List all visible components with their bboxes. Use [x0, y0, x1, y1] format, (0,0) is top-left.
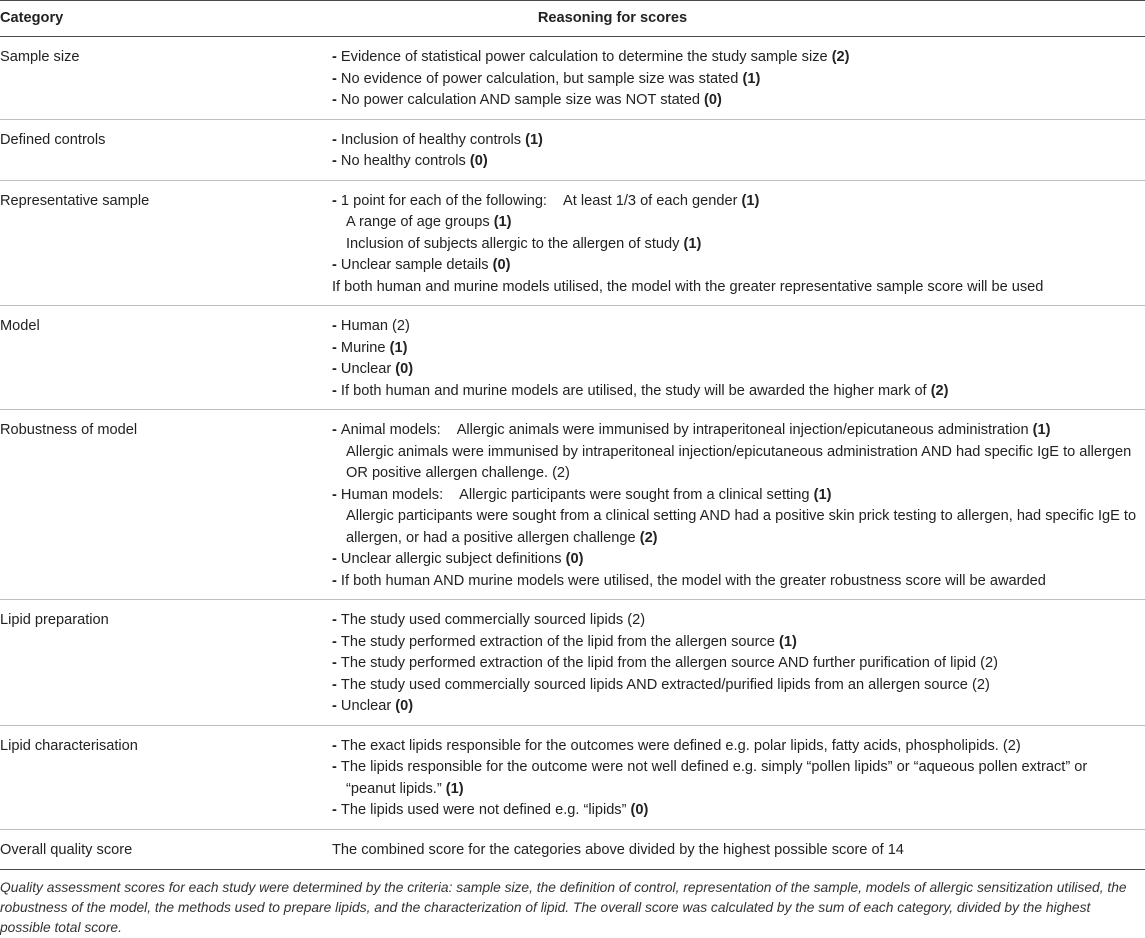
- reasoning-cell: [330, 725, 1145, 829]
- reasoning-text: If both human and murine models are utilised, the study will be awarded the higher mark of: [340, 382, 927, 399]
- score-value: (0): [565, 551, 584, 567]
- reasoning-line: [332, 757, 1145, 779]
- reasoning-line: [332, 234, 1145, 256]
- reasoning-line: [332, 528, 1145, 550]
- reasoning-cell: [330, 180, 1145, 306]
- bullet-dash: -: [332, 257, 341, 273]
- reasoning-cell: [330, 600, 1145, 726]
- score-value: (0): [395, 361, 414, 377]
- bullet-dash: -: [332, 698, 341, 714]
- reasoning-text: Evidence of statistical power calculation to determine the study sample size: [340, 49, 828, 65]
- reasoning-text: If both human AND murine models were utilised, the model with the greater robustness score will be awarded: [340, 572, 1046, 589]
- reasoning-line: [332, 316, 1145, 338]
- reasoning-line: [332, 130, 1145, 152]
- score-value: (2): [627, 612, 646, 628]
- reasoning-text: Inclusion of healthy controls: [340, 131, 522, 148]
- reasoning-subtext: Allergic participants were sought from a clinical setting: [459, 486, 810, 503]
- reasoning-text: Murine: [340, 339, 386, 356]
- category-cell: Representative sample: [0, 180, 330, 306]
- reasoning-subtext: Allergic animals were immunised by intraperitoneal injection/epicutaneous administration: [456, 422, 1029, 438]
- table-row: [0, 306, 1145, 410]
- score-value: (2): [930, 382, 949, 399]
- table-row: [0, 410, 1145, 600]
- reasoning-line: [332, 800, 1145, 822]
- reasoning-text: If both human and murine models utilised, the model with the greater representative sample score will be used: [332, 278, 1044, 295]
- score-value: (1): [742, 70, 761, 87]
- bullet-dash: -: [332, 737, 341, 754]
- bullet-dash: -: [332, 49, 341, 65]
- reasoning-line: [332, 571, 1145, 593]
- score-value: (2): [980, 655, 998, 671]
- header-category: Category: [0, 1, 330, 37]
- reasoning-line: [332, 191, 1145, 213]
- reasoning-cell: [330, 119, 1145, 180]
- score-value: (1): [813, 486, 832, 503]
- bullet-dash: -: [332, 802, 341, 818]
- reasoning-text: The study performed extraction of the lipid from the allergen source: [340, 633, 775, 650]
- reasoning-line: [332, 610, 1145, 632]
- bullet-dash: -: [332, 612, 341, 628]
- reasoning-text: The lipids used were not defined e.g. “lipids”: [340, 802, 627, 818]
- reasoning-line: [332, 653, 1145, 675]
- reasoning-text: Unclear sample details: [340, 257, 489, 273]
- score-value: (2): [552, 465, 570, 481]
- reasoning-text: The study used commercially sourced lipids: [340, 612, 624, 628]
- reasoning-text: The study performed extraction of the lipid from the allergen source AND further purification of lipid: [340, 655, 977, 671]
- category-cell: Defined controls: [0, 119, 330, 180]
- reasoning-text: “peanut lipids.”: [346, 780, 442, 797]
- reasoning-line: [332, 632, 1145, 654]
- score-value: (1): [445, 780, 464, 797]
- reasoning-text: The lipids responsible for the outcome were not well defined e.g. simply “pollen lipids” or “aqueous pollen extract” or: [340, 759, 1088, 775]
- reasoning-subtext: At least 1/3 of each gender: [563, 192, 738, 209]
- reasoning-line: [332, 381, 1145, 403]
- table-body: [0, 37, 1145, 870]
- table-footnote: Quality assessment scores for each study were determined by the criteria: sample size, the definition of control, representation of the sample, models of allergic sensitization utilised, the robustness of the model, the methods used to prepare lipids, and the characterization of lipid. The overall score was calculated by the sum of each category, divided by the highest possible total score.: [0, 880, 1127, 935]
- reasoning-text: The combined score for the categories above divided by the highest possible score of 14: [332, 841, 904, 858]
- category-cell: Lipid characterisation: [0, 725, 330, 829]
- reasoning-line: [332, 420, 1145, 442]
- reasoning-line: [332, 255, 1145, 277]
- bullet-dash: -: [332, 633, 341, 650]
- reasoning-line: [332, 506, 1145, 528]
- table-row: [0, 37, 1145, 120]
- reasoning-text: allergen, or had a positive allergen challenge: [346, 529, 636, 546]
- reasoning-line: [332, 779, 1145, 801]
- bullet-dash: -: [332, 422, 341, 438]
- reasoning-text: Animal models:: [340, 422, 441, 438]
- reasoning-line: [332, 69, 1145, 91]
- bullet-dash: -: [332, 759, 341, 775]
- bullet-dash: -: [332, 655, 341, 671]
- bullet-dash: -: [332, 551, 341, 567]
- score-value: (0): [492, 257, 511, 273]
- score-value: (1): [525, 131, 543, 148]
- table-row: [0, 725, 1145, 829]
- reasoning-line: [332, 675, 1145, 697]
- reasoning-text: A range of age groups: [346, 214, 490, 230]
- reasoning-cell: [330, 37, 1145, 120]
- score-value: (1): [389, 339, 408, 356]
- reasoning-line: [332, 212, 1145, 234]
- reasoning-text: 1 point for each of the following:: [340, 192, 547, 209]
- reasoning-line: [332, 90, 1145, 112]
- bullet-dash: -: [332, 382, 341, 399]
- reasoning-line: [332, 549, 1145, 571]
- score-value: (0): [704, 92, 722, 108]
- reasoning-text: The study used commercially sourced lipids AND extracted/purified lipids from an allergen source: [340, 676, 968, 693]
- score-value: (1): [741, 192, 760, 209]
- reasoning-line: [332, 359, 1145, 381]
- reasoning-text: Unclear allergic subject definitions: [340, 551, 562, 567]
- reasoning-line: [332, 485, 1145, 507]
- score-value: (2): [392, 318, 410, 334]
- table-row: [0, 119, 1145, 180]
- bullet-dash: -: [332, 339, 341, 356]
- score-value: (1): [683, 235, 702, 252]
- table-row: [0, 600, 1145, 726]
- reasoning-text: Inclusion of subjects allergic to the allergen of study: [346, 235, 680, 252]
- score-value: (2): [1002, 737, 1021, 754]
- bullet-dash: -: [332, 318, 341, 334]
- reasoning-line: [332, 736, 1145, 758]
- category-cell: Sample size: [0, 37, 330, 120]
- reasoning-line: [332, 338, 1145, 360]
- reasoning-cell: [330, 410, 1145, 600]
- score-value: (0): [630, 802, 649, 818]
- reasoning-text: Unclear: [340, 698, 392, 714]
- category-cell: Overall quality score: [0, 829, 330, 870]
- reasoning-line: [332, 840, 1145, 862]
- category-cell: Robustness of model: [0, 410, 330, 600]
- reasoning-line: [332, 696, 1145, 718]
- header-reasoning: Reasoning for scores: [330, 1, 1145, 37]
- bullet-dash: -: [332, 676, 341, 693]
- bullet-dash: -: [332, 153, 341, 169]
- category-cell: Model: [0, 306, 330, 410]
- reasoning-text: No power calculation AND sample size was NOT stated: [340, 92, 700, 108]
- reasoning-text: Allergic participants were sought from a clinical setting AND had a positive skin prick testing to allergen, had specific IgE to: [346, 508, 1137, 524]
- bullet-dash: -: [332, 192, 341, 209]
- reasoning-text: No healthy controls: [340, 153, 466, 169]
- bullet-dash: -: [332, 131, 341, 148]
- bullet-dash: -: [332, 92, 341, 108]
- bullet-dash: -: [332, 486, 341, 503]
- score-value: (1): [493, 214, 512, 230]
- reasoning-cell: [330, 829, 1145, 870]
- reasoning-text: The exact lipids responsible for the outcomes were defined e.g. polar lipids, fatty acids, phospholipids.: [340, 737, 999, 754]
- score-value: (1): [1032, 422, 1051, 438]
- table-row: [0, 829, 1145, 870]
- bullet-dash: -: [332, 70, 341, 87]
- reasoning-line: [332, 442, 1145, 464]
- reasoning-line: [332, 463, 1145, 485]
- bullet-dash: -: [332, 361, 341, 377]
- reasoning-text: Human: [340, 318, 388, 334]
- score-value: (1): [778, 633, 797, 650]
- reasoning-cell: [330, 306, 1145, 410]
- reasoning-line: [332, 151, 1145, 173]
- score-value: (2): [639, 529, 658, 546]
- table-header-row: [0, 1, 1145, 37]
- reasoning-line: [332, 47, 1145, 69]
- table-row: [0, 180, 1145, 306]
- score-value: (0): [395, 698, 414, 714]
- category-cell: Lipid preparation: [0, 600, 330, 726]
- score-value: (2): [972, 676, 990, 693]
- score-value: (2): [831, 49, 850, 65]
- reasoning-text: OR positive allergen challenge.: [346, 465, 548, 481]
- reasoning-line: [332, 277, 1145, 299]
- bullet-dash: -: [332, 572, 341, 589]
- reasoning-text: Unclear: [340, 361, 392, 377]
- reasoning-text: Allergic animals were immunised by intraperitoneal injection/epicutaneous administration AND had specific IgE to allergen: [346, 443, 1132, 460]
- reasoning-text: No evidence of power calculation, but sample size was stated: [340, 70, 739, 87]
- score-value: (0): [469, 153, 488, 169]
- reasoning-text: Human models:: [340, 486, 444, 503]
